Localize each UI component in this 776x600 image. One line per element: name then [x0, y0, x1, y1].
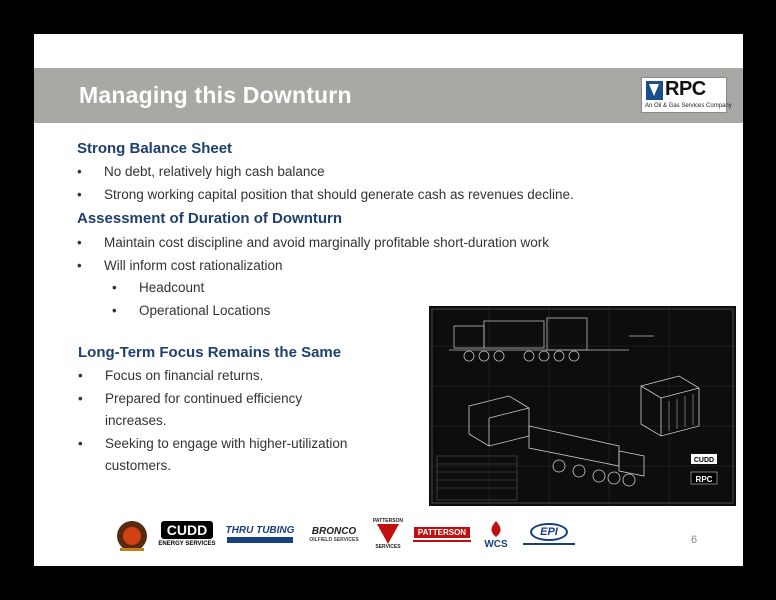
- bullet-text: Focus on financial returns.: [105, 368, 264, 383]
- patterson-tri-sub: SERVICES: [375, 544, 401, 550]
- bronco-text: BRONCO: [311, 525, 357, 537]
- epi-text: EPI: [530, 523, 568, 541]
- bullet-text-continued: increases.: [105, 413, 167, 428]
- rpc-logo: [641, 77, 732, 113]
- bullet-text: Strong working capital position that should generate cash as revenues decline.: [104, 187, 574, 202]
- section-heading: Strong Balance Sheet: [77, 140, 233, 157]
- slide: Managing this Downturn RPC An Oil & Gas Services Company Strong Balance Sheet • No debt, relatively high cash balance • Strong working capital position that should generate cash as revenues decline. Assessment of Duration of Downturn • Maintain cost discipline and avoid marginally profitable short-duration work • Will inform cost rationalization • Headcount • Operational Locations Long-Term Focus Remains the Same • Focus on financial returns. • Prepared for continued efficiency increases. • Seeking to engage with higher-utilization customers. CUDD RPC CUDD ENERGY SERVICES THRU TUBING BRONCO OILFIELD SERVICES PATTERSON SERVICES PATTERSON WCS EPI 6: [34, 34, 743, 566]
- bronco-sub: OILFIELD SERVICES: [309, 536, 359, 543]
- page-number: 6: [691, 534, 698, 546]
- bullet-text: Operational Locations: [139, 303, 271, 318]
- bullet-text: Maintain cost discipline and avoid marginally profitable short-duration work: [104, 235, 549, 250]
- patterson-logo: [410, 512, 474, 556]
- section-heading: Long-Term Focus Remains the Same: [78, 344, 342, 361]
- title-bar: [34, 68, 743, 123]
- bullet-text: No debt, relatively high cash balance: [104, 164, 325, 179]
- patterson-text: PATTERSON: [414, 527, 470, 538]
- boar-mascot-logo: [112, 512, 152, 556]
- subsidiary-logos-row: [112, 512, 582, 558]
- drawing-cudd-badge: CUDD: [693, 457, 715, 464]
- thru-tubing-text: THRU TUBING: [225, 525, 295, 536]
- wcs-logo: [478, 512, 514, 556]
- cudd-logo: [156, 512, 218, 556]
- rpc-logo-tagline: An Oil & Gas Services Company: [645, 103, 732, 109]
- bullet-text-continued: customers.: [105, 458, 172, 473]
- cudd-logo-sub: ENERGY SERVICES: [158, 541, 216, 547]
- wcs-text: WCS: [484, 538, 508, 550]
- section-heading: Assessment of Duration of Downturn: [77, 210, 343, 227]
- blueprint-drawing: [429, 306, 736, 506]
- equipment-blueprint-image: [429, 306, 736, 506]
- rpc-mark-icon: [646, 81, 663, 100]
- epi-logo: [520, 512, 578, 556]
- patterson-services-logo: [370, 512, 406, 556]
- cudd-logo-text: CUDD: [161, 521, 213, 539]
- rpc-logo-text: RPC: [665, 78, 706, 100]
- slide-title: Managing this Downturn: [79, 82, 352, 108]
- drawing-rpc-badge: RPC: [695, 475, 713, 484]
- bullet-text: Seeking to engage with higher-utilization: [105, 436, 348, 451]
- bullet-text: Prepared for continued efficiency: [105, 391, 303, 406]
- thru-tubing-logo: [224, 512, 296, 556]
- bullet-text: Will inform cost rationalization: [104, 258, 283, 273]
- bronco-logo: [302, 512, 366, 556]
- bullet-text: Headcount: [139, 280, 205, 295]
- patterson-tri-text: PATTERSON: [372, 518, 404, 524]
